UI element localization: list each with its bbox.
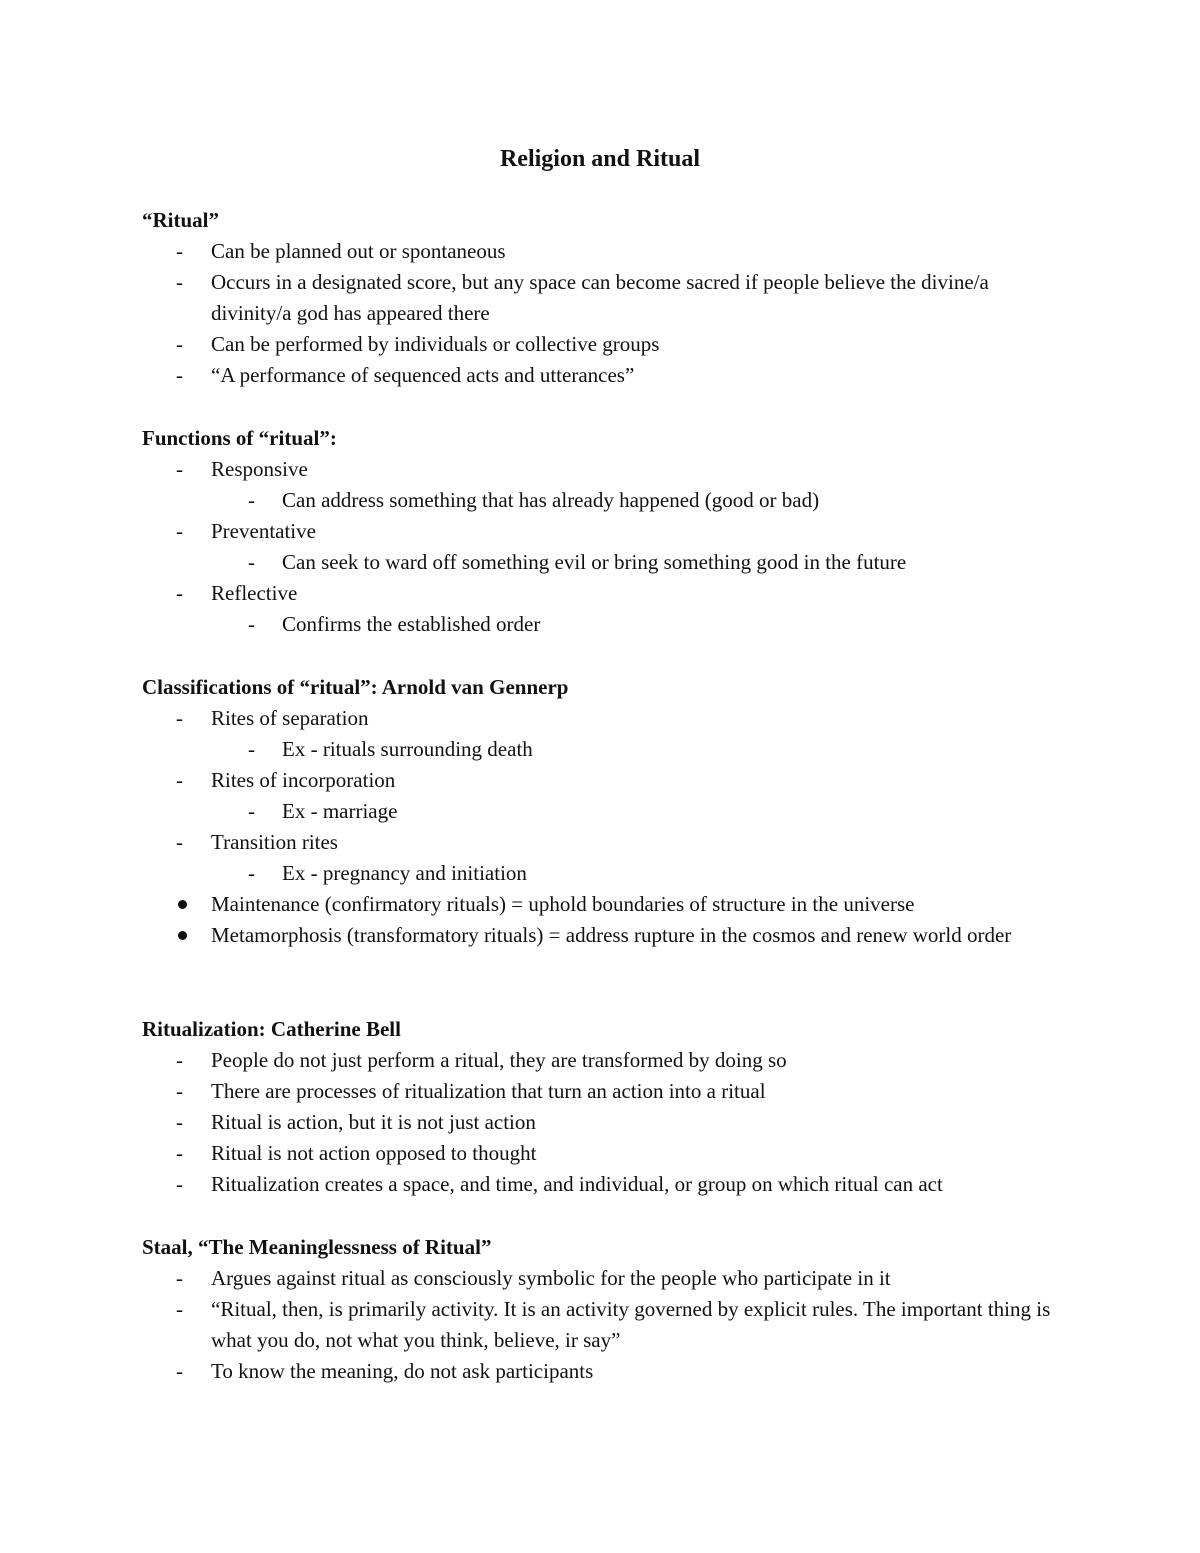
list-item xyxy=(142,703,1072,734)
dash-marker: - xyxy=(176,332,183,356)
bullet-list xyxy=(142,454,1072,640)
sub-list-item xyxy=(142,796,1072,827)
list-item-text: There are processes of ritualization that turn an action into a ritual xyxy=(211,1079,766,1103)
dash-marker: - xyxy=(176,706,183,730)
dash-marker: - xyxy=(248,737,255,761)
sub-list-item xyxy=(142,734,1072,765)
list-item-text: Reflective xyxy=(211,581,298,605)
section-ritual xyxy=(142,205,1072,391)
dash-marker: - xyxy=(176,1110,183,1134)
list-item-text: Rites of separation xyxy=(211,706,369,730)
list-item-text: Transition rites xyxy=(211,830,338,854)
sub-list-item xyxy=(142,858,1072,889)
list-item xyxy=(142,1169,1072,1200)
dash-marker: - xyxy=(176,239,183,263)
sub-list-item xyxy=(142,609,1072,640)
dash-marker: - xyxy=(176,768,183,792)
dash-marker: - xyxy=(176,1141,183,1165)
list-item xyxy=(142,360,1072,391)
list-item xyxy=(142,1138,1072,1169)
section-heading: Ritualization: Catherine Bell xyxy=(142,1017,401,1041)
bullet-dot-icon xyxy=(178,931,187,940)
section-heading: “Ritual” xyxy=(142,208,220,232)
list-item-text: Ritual is action, but it is not just action xyxy=(211,1110,536,1134)
list-item xyxy=(142,267,1072,329)
list-item-text: “A performance of sequenced acts and utterances” xyxy=(211,363,635,387)
sub-list-item xyxy=(142,485,1072,516)
dash-marker: - xyxy=(176,363,183,387)
list-item xyxy=(142,1356,1072,1387)
list-item xyxy=(142,1076,1072,1107)
dash-marker: - xyxy=(176,1297,183,1321)
list-item-text: Ritualization creates a space, and time, and individual, or group on which ritual can act xyxy=(211,1172,943,1196)
list-item-text: People do not just perform a ritual, they are transformed by doing so xyxy=(211,1048,787,1072)
section-heading: Staal, “The Meaninglessness of Ritual” xyxy=(142,1235,492,1259)
dash-marker: - xyxy=(248,612,255,636)
section-heading: Classifications of “ritual”: Arnold van Gennerp xyxy=(142,675,569,699)
bullet-list-item xyxy=(142,920,1072,951)
list-item-text: Ex - rituals surrounding death xyxy=(282,737,533,761)
dash-marker: - xyxy=(176,581,183,605)
list-item-text: Preventative xyxy=(211,519,316,543)
section-ritualization xyxy=(142,1014,1072,1200)
section-heading: Functions of “ritual”: xyxy=(142,426,337,450)
page-title: Religion and Ritual xyxy=(499,146,701,172)
list-item xyxy=(142,329,1072,360)
list-item xyxy=(142,1263,1072,1294)
dash-marker: - xyxy=(176,1266,183,1290)
dash-marker: - xyxy=(176,1079,183,1103)
list-item xyxy=(142,1045,1072,1076)
list-item-text: Metamorphosis (transformatory rituals) = address rupture in the cosmos and renew world order xyxy=(211,923,1012,947)
bullet-list xyxy=(142,1045,1072,1200)
list-item-text: Maintenance (confirmatory rituals) = uphold boundaries of structure in the universe xyxy=(211,892,915,916)
list-item-text: Can be planned out or spontaneous xyxy=(211,239,506,263)
list-item-text: Can seek to ward off something evil or bring something good in the future xyxy=(282,550,907,574)
dash-marker: - xyxy=(176,1048,183,1072)
bullet-list xyxy=(142,1263,1072,1387)
list-item-text: Responsive xyxy=(211,457,308,481)
list-item-text: Ex - marriage xyxy=(282,799,398,823)
list-item xyxy=(142,578,1072,609)
dash-marker: - xyxy=(248,799,255,823)
dash-marker: - xyxy=(176,457,183,481)
dash-marker: - xyxy=(176,270,183,294)
list-item-text: Ritual is not action opposed to thought xyxy=(211,1141,537,1165)
bullet-list xyxy=(142,703,1072,951)
list-item xyxy=(142,827,1072,858)
bullet-dot-icon xyxy=(178,900,187,909)
list-item-text: Argues against ritual as consciously symbolic for the people who participate in it xyxy=(211,1266,891,1290)
dash-marker: - xyxy=(176,1359,183,1383)
list-item-text: “Ritual, then, is primarily activity. It is an activity governed by explicit rules. The important thing is what you do, not what you think, believe, ir say” xyxy=(211,1297,1051,1352)
list-item xyxy=(142,765,1072,796)
list-item-text: Can be performed by individuals or collective groups xyxy=(211,332,660,356)
bullet-list-item xyxy=(142,889,1072,920)
dash-marker: - xyxy=(248,488,255,512)
section-staal xyxy=(142,1232,1072,1387)
section-functions xyxy=(142,423,1072,640)
list-item-text: To know the meaning, do not ask participants xyxy=(211,1359,594,1383)
list-item-text: Confirms the established order xyxy=(282,612,541,636)
list-item xyxy=(142,236,1072,267)
section-classifications xyxy=(142,672,1072,951)
list-item xyxy=(142,516,1072,547)
list-item-text: Ex - pregnancy and initiation xyxy=(282,861,527,885)
dash-marker: - xyxy=(176,519,183,543)
list-item xyxy=(142,454,1072,485)
bullet-list xyxy=(142,236,1072,391)
list-item-text: Occurs in a designated score, but any space can become sacred if people believe the divine/a divinity/a god has appeared there xyxy=(211,270,989,325)
list-item xyxy=(142,1294,1072,1356)
dash-marker: - xyxy=(176,1172,183,1196)
list-item-text: Rites of incorporation xyxy=(211,768,396,792)
dash-marker: - xyxy=(176,830,183,854)
sub-list-item xyxy=(142,547,1072,578)
dash-marker: - xyxy=(248,550,255,574)
list-item xyxy=(142,1107,1072,1138)
dash-marker: - xyxy=(248,861,255,885)
list-item-text: Can address something that has already happened (good or bad) xyxy=(282,488,820,512)
